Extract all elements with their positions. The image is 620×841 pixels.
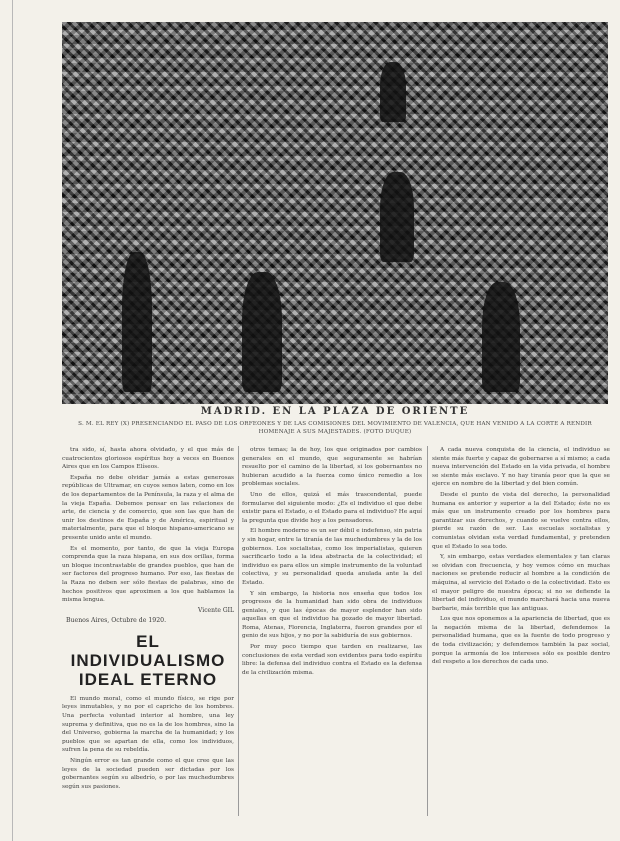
column-right (432, 446, 610, 826)
crowd-figure (122, 252, 152, 392)
paragraph: Es el momento, por tanto, de que la vieja Europa comprenda que la raza hispana, en sus dos orillas, forma un bloque incontrastable de grandes pueblos, que han de ser factores del progreso humano. Por eso, las fiestas de la Raza no deben ser sólo fiestas de palabras, sino de hechos positivos que aproximen a los que hablamos la misma lengua. (62, 545, 234, 604)
column-left (62, 446, 234, 826)
page-edge-line (12, 0, 13, 841)
paragraph: El hombre moderno es un ser débil e indefenso, sin patria y sin hogar, entre la tiranía de las muchedumbres y la de los gobiernos. Los socialistas, como los imperialistas, quieren sacrificarlo todo a la idea abstracta de la colectividad; el individuo es para ellos un simple instrumento de la voluntad colectiva, y su personalidad queda anulada ante la del Estado. (242, 528, 422, 586)
headline-line-2: IDEAL ETERNO (78, 669, 218, 689)
photo-title: MADRID. EN LA PLAZA DE ORIENTE (200, 406, 470, 417)
photo-caption: S. M. EL REY (X) PRESENCIANDO EL PASO DE LOS ORFEONES Y DE LAS COMISIONES DEL MOVIMIENTO DE VALENCIA, QUE HAN VENIDO A LA CORTE A RENDIR HOMENAJE A SUS MAJESTADES. (FOTO DUQUE) (78, 421, 592, 435)
paragraph: otros temas; la de hoy, los que originados por cambios generales en el mundo, que seguramente se habrían resuelto por el camino de la libertad, si los gobernantes no hubieran acudido a la fuerza como único remedio a los problemas sociales. (242, 447, 422, 488)
article-headline (62, 632, 234, 689)
author-signature: Vicente GIL (198, 606, 234, 614)
paragraph: España no debe olvidar jamás a estas generosas repúblicas de Ultramar, en cuyos senos laten, como en los de los departamentos de la Península, la raza y el alma de la vieja España. Debemos pensar en las relaciones de arte, de ciencia y de comercio, que son las que han de unir los destinos de España y de América, espiritual y materialmente, para que el bloque hispano-americano se presente unido ante el mundo. (62, 474, 234, 541)
column-rule (427, 446, 428, 816)
paragraph: Los que nos oponemos a la apariencia de libertad, que es la negación misma de la libertad, defendemos la personalidad humana, que es la fuente de todo progreso y de toda civilización; y defendemos también la paz social, porque la armonía de los intereses sólo es posible dentro del respeto a los derechos de cada uno. (432, 616, 610, 666)
crowd-figure (242, 272, 282, 392)
paragraph: tra sido, sí, hasta ahora olvidado, y el que más de cuatrocientos gloriosos espíritus hoy a veces en Buenos Aires que en los Campos Elíseos. (62, 447, 234, 471)
news-photograph (62, 22, 608, 404)
column-middle (242, 446, 422, 826)
crowd-figure (380, 62, 406, 122)
paragraph: Uno de ellos, quizá el más trascendental, puede formularse del siguiente modo: ¿Es el individuo el que debe existir para el Estado, o el Estado para el individuo? He aquí la pregunta que divide hoy a los pensadores. (242, 491, 422, 524)
paragraph: Y sin embargo, la historia nos enseña que todos los progresos de la humanidad han sido obra de individuos geniales, y que las épocas de mayor esplendor han sido aquellas en que el individuo ha gozado de mayor libertad. Roma, Atenas, Florencia, Inglaterra, fueron grandes por el genio de sus hijos, y no por la sabiduría de sus gobiernos. (242, 590, 422, 640)
paragraph: Desde el punto de vista del derecho, la personalidad humana es anterior y superior a la del Estado; éste no es más que un instrumento creado por los hombres para garantizar sus derechos, y cuando se vuelve contra ellos, pierde su razón de ser. Las escuelas socialistas y comunistas olvidan esta verdad fundamental, y pretenden que el Estado lo sea todo. (432, 491, 610, 550)
paragraph: Por muy poco tiempo que tarden en realizarse, las conclusiones de esta verdad son evidentes para todo espíritu libre: la defensa del individuo contra el Estado es la defensa de la civilización misma. (242, 644, 422, 676)
crowd-figure (482, 282, 520, 392)
dateline: Buenos Aires, Octubre de 1920. (66, 617, 167, 625)
paragraph: Ningún error es tan grande como el que cree que las leyes de la sociedad pueden ser dictadas por los gobernantes según su albedrío, o por las muchedumbres según sus pasiones. (62, 758, 234, 790)
headline-line-1: EL INDIVIDUALISMO (70, 631, 226, 670)
paragraph: Y, sin embargo, estas verdades elementales y tan claras se olvidan con frecuencia, y hoy vemos cómo en muchas naciones se pretende reducir al hombre a la condición de máquina, al servicio del Estado o de la colectividad. Esto es el mayor peligro de nuestra época; si no se defiende la libertad del individuo, el mundo marchará hacia una nueva barbarie, más terrible que las antiguas. (432, 554, 610, 612)
crowd-figure (380, 172, 414, 262)
column-rule (238, 446, 239, 816)
paragraph: A cada nueva conquista de la ciencia, el individuo se siente más fuerte y capaz de gobernarse a sí mismo; a cada nueva intervención del Estado en la vida privada, el hombre se siente más esclavo. Y no hay tiranía peor que la que se ejerce en nombre de la libertad y del bien común. (432, 447, 610, 488)
paragraph: El mundo moral, como el mundo físico, se rige por leyes inmutables, y no por el capricho de los hombres. Una perfecta voluntad interior al hombre, una ley suprema y definitiva, que no es la de los hombres, sino la del Universo, gobierna la marcha de la humanidad; y los pueblos que se apartan de ella, como los individuos, sufren la pena de su rebeldía. (62, 695, 234, 754)
